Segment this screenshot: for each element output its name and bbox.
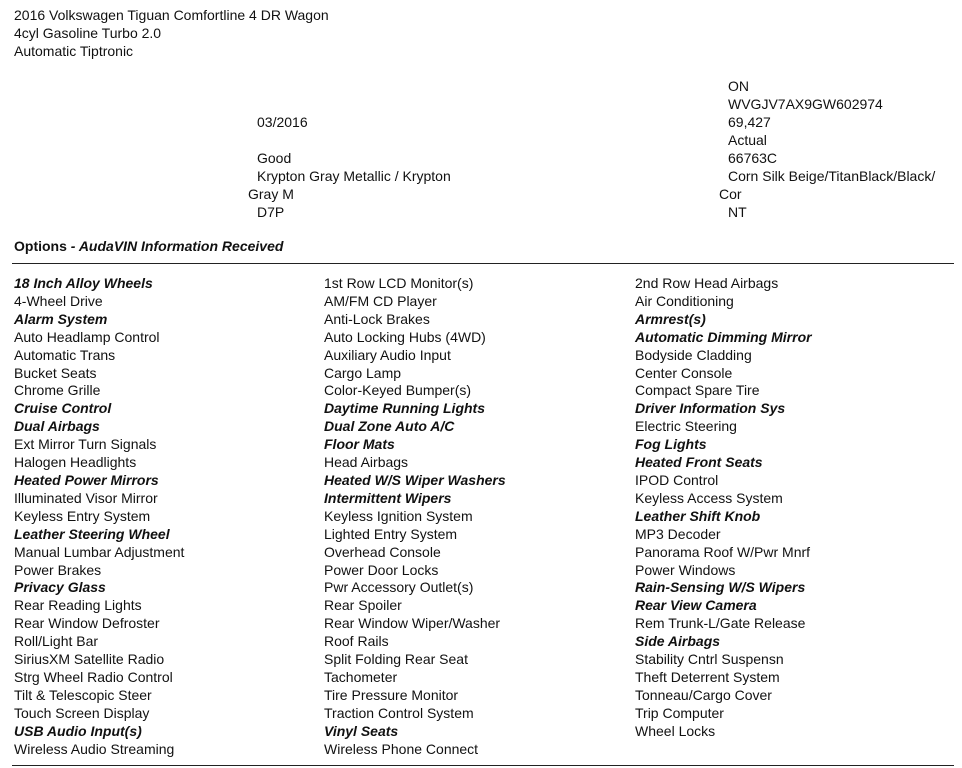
options-column-3	[635, 275, 812, 741]
option-item: Dual Zone Auto A/C	[324, 418, 455, 435]
option-item: Center Console	[635, 364, 733, 381]
vehicle-engine: 4cyl Gasoline Turbo 2.0	[14, 25, 162, 41]
option-item: Head Airbags	[324, 454, 409, 471]
option-item: Automatic Trans	[14, 346, 116, 363]
options-heading	[14, 238, 283, 254]
condition-value: Good	[257, 150, 292, 166]
code-value: 66763C	[728, 150, 778, 166]
option-item: Power Windows	[635, 561, 736, 578]
vehicle-header	[14, 6, 329, 60]
option-item: Daytime Running Lights	[324, 400, 485, 417]
option-item: Automatic Dimming Mirror	[635, 328, 812, 345]
option-item: Rear Window Defroster	[14, 615, 160, 632]
option-item: Rear Window Wiper/Washer	[324, 615, 501, 632]
option-item: Tilt & Telescopic Steer	[14, 686, 152, 703]
option-item: Intermittent Wipers	[324, 489, 452, 506]
option-item: Roof Rails	[324, 633, 389, 650]
option-item: Dual Airbags	[14, 418, 100, 435]
option-item: Air Conditioning	[635, 292, 734, 309]
option-item: IPOD Control	[635, 471, 719, 488]
option-item: Rear View Camera	[635, 597, 757, 614]
option-item: 18 Inch Alloy Wheels	[14, 275, 153, 291]
int-colour-value-line2: Cor	[719, 186, 742, 202]
options-title: Options	[14, 238, 67, 254]
option-item: 1st Row LCD Monitor(s)	[324, 275, 474, 291]
option-item: Electric Steering	[635, 418, 737, 435]
option-item: Manual Lumbar Adjustment	[14, 543, 185, 560]
option-item: Panorama Roof W/Pwr Mnrf	[635, 543, 811, 560]
option-item: Lighted Entry System	[324, 525, 458, 542]
option-item: Driver Information Sys	[635, 400, 786, 417]
option-item: Split Folding Rear Seat	[324, 651, 468, 668]
option-item: Auxiliary Audio Input	[324, 346, 451, 363]
option-item: Pwr Accessory Outlet(s)	[324, 579, 474, 596]
options-column-2	[324, 275, 506, 758]
option-item: Theft Deterrent System	[635, 668, 780, 685]
options-divider-top	[12, 263, 954, 264]
option-item: Halogen Headlights	[14, 454, 137, 471]
int-trim-code-value: NT	[728, 204, 747, 220]
option-item: Heated Front Seats	[635, 454, 763, 471]
option-item: Power Door Locks	[324, 561, 439, 578]
ext-colour-value-line1: Krypton Gray Metallic / Krypton	[257, 168, 451, 184]
option-item: Fog Lights	[635, 436, 707, 453]
option-item: Rear Reading Lights	[14, 597, 142, 614]
option-item: 4-Wheel Drive	[14, 292, 103, 309]
kilometer-value: 69,427	[728, 114, 771, 130]
option-item: Illuminated Visor Mirror	[14, 489, 158, 506]
ext-paint-code-value: D7P	[257, 204, 285, 220]
option-item: 2nd Row Head Airbags	[635, 275, 779, 291]
option-item: Auto Locking Hubs (4WD)	[324, 328, 486, 345]
option-item: Power Brakes	[14, 561, 102, 578]
option-item: Color-Keyed Bumper(s)	[324, 382, 472, 399]
option-item: Leather Steering Wheel	[14, 525, 170, 542]
prod-date-value: 03/2016	[257, 114, 308, 130]
option-item: Armrest(s)	[635, 310, 706, 327]
option-item: Cargo Lamp	[324, 364, 402, 381]
option-item: Anti-Lock Brakes	[324, 310, 430, 327]
option-item: Leather Shift Knob	[635, 507, 761, 524]
option-item: Heated Power Mirrors	[14, 471, 159, 488]
int-colour-value-line1: Corn Silk Beige/TitanBlack/Black/	[728, 168, 936, 184]
option-item: Strg Wheel Radio Control	[14, 668, 173, 685]
option-item: Floor Mats	[324, 436, 395, 453]
options-divider-bottom	[12, 765, 954, 766]
option-item: Tachometer	[324, 668, 398, 685]
option-item: Tire Pressure Monitor	[324, 686, 459, 703]
option-item: Wheel Locks	[635, 722, 716, 739]
option-item: Touch Screen Display	[14, 704, 150, 721]
vehicle-title: 2016 Volkswagen Tiguan Comfortline 4 DR Wagon	[14, 7, 329, 23]
ext-colour-value-line2: Gray M	[248, 186, 294, 202]
option-item: Cruise Control	[14, 400, 112, 417]
option-item: Trip Computer	[635, 704, 724, 721]
option-item: Rear Spoiler	[324, 597, 402, 614]
option-item: Stability Cntrl Suspensn	[635, 651, 784, 668]
option-item: Ext Mirror Turn Signals	[14, 436, 157, 453]
option-item: Bucket Seats	[14, 364, 97, 381]
kilometer-type-value: Actual	[728, 132, 767, 148]
options-subtitle: - AudaVIN Information Received	[66, 238, 284, 254]
option-item: Overhead Console	[324, 543, 441, 560]
option-item: USB Audio Input(s)	[14, 722, 142, 739]
option-item: Side Airbags	[635, 633, 721, 650]
option-item: Bodyside Cladding	[635, 346, 752, 363]
option-item: Roll/Light Bar	[14, 633, 99, 650]
option-item: Heated W/S Wiper Washers	[324, 471, 506, 488]
option-item: Traction Control System	[324, 704, 474, 721]
option-item: Keyless Entry System	[14, 507, 151, 524]
option-item: SiriusXM Satellite Radio	[14, 651, 165, 668]
option-item: Wireless Audio Streaming	[14, 740, 175, 757]
vin-value: WVGJV7AX9GW602974	[728, 96, 883, 112]
lic-province-value: ON	[728, 78, 749, 94]
option-item: AM/FM CD Player	[324, 292, 437, 309]
option-item: Tonneau/Cargo Cover	[635, 686, 772, 703]
option-item: Wireless Phone Connect	[324, 740, 479, 757]
option-item: Keyless Ignition System	[324, 507, 473, 524]
option-item: Chrome Grille	[14, 382, 101, 399]
vehicle-transmission: Automatic Tiptronic	[14, 43, 134, 59]
option-item: Rem Trunk-L/Gate Release	[635, 615, 806, 632]
option-item: Compact Spare Tire	[635, 382, 760, 399]
option-item: Alarm System	[14, 310, 108, 327]
option-item: Auto Headlamp Control	[14, 328, 160, 345]
option-item: Vinyl Seats	[324, 722, 399, 739]
option-item: MP3 Decoder	[635, 525, 721, 542]
option-item: Keyless Access System	[635, 489, 783, 506]
option-item: Rain-Sensing W/S Wipers	[635, 579, 806, 596]
options-column-1	[14, 275, 184, 758]
option-item: Privacy Glass	[14, 579, 106, 596]
